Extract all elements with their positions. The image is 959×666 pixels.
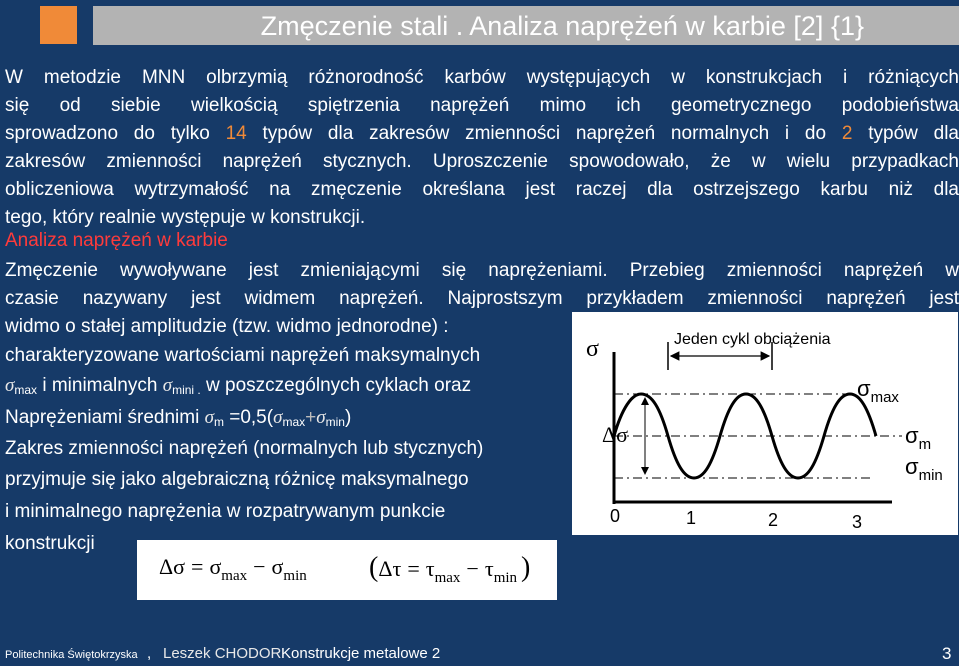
intro-text: sprowadzono do tylko [5,123,226,144]
sigma-symbol: σ [5,375,15,396]
intro-text: typów dla zakresów zmienności naprężeń normalnych i do [246,123,842,144]
body-line-1: Zmęczenie wywoływane jest zmieniającymi się naprężeniami. Przebieg zmienności naprężeń w [5,260,959,281]
equals-symbol: = [191,554,204,579]
body-line-9: i minimalnego naprężenia w rozpatrywanym punkcie [5,501,446,522]
tick-label-2: 2 [768,510,779,530]
delta-sigma-label: Δσ [602,422,629,447]
minus-symbol: − [466,556,479,581]
subscript-m: m [213,415,224,429]
sigma-symbol: σ [857,376,871,401]
intro-text: typów dla [852,123,959,144]
body-text: w poszczególnych cyklach oraz [200,375,472,396]
body-line-6 [5,404,351,436]
title-accent-square [40,6,77,44]
highlight-number-14: 14 [225,123,247,144]
open-paren: ( [369,552,379,583]
close-paren: ) [521,552,531,583]
sigma-symbol: σ [271,554,284,579]
sigma-min-subscript: min [918,467,943,484]
tau-symbol: τ [484,556,494,581]
y-axis-sigma-label: σ [586,336,599,362]
normal-stress-range-formula [159,554,307,584]
sigma-m-subscript: m [918,436,932,453]
body-line-3: widmo o stałej amplitudzie (tzw. widmo jednorodne) : [5,316,449,337]
body-text: ) [344,407,352,428]
body-text: Naprężeniami średnimi [5,407,205,428]
intro-line-3 [5,123,959,144]
equals-symbol: = [407,556,420,581]
footer-course: Konstrukcje metalowe 2 [281,645,441,662]
tick-label-0: 0 [610,506,621,526]
body-line-8: przyjmuje się jako algebraiczną różnicę maksymalnego [5,469,469,490]
intro-line-6: tego, który realnie występuje w konstrukcji. [5,207,366,228]
tick-label-1: 1 [686,508,697,528]
sigma-symbol: σ [204,407,214,428]
intro-line-1: W metodzie MNN olbrzymią różnorodność karbów występujących w konstrukcjach i różniących [5,67,959,88]
body-text: i minimalnych [37,375,163,396]
section-heading: Analiza naprężeń w karbie [5,230,228,251]
tau-symbol: τ [425,556,435,581]
sigma-max-subscript: max [870,389,899,406]
tick-label-3: 3 [852,512,863,532]
subscript-min: min [325,415,345,429]
delta-sigma-symbol: Δσ [159,554,186,579]
delta-tau-symbol: Δτ [378,556,402,581]
shear-stress-range-formula [369,552,530,586]
sigma-symbol: σ [316,407,326,428]
subscript-max: max [282,415,306,429]
body-line-5 [5,372,471,404]
sigma-min-label [905,454,943,484]
sigma-symbol: σ [905,454,919,479]
stress-cycle-figure [572,312,958,535]
intro-line-2: się od siebie wielkością spiętrzenia naprężeń mimo ich geometrycznego podobieństwa [5,95,959,116]
intro-paragraph [5,64,959,232]
minus-symbol: − [253,554,266,579]
highlight-number-2: 2 [841,123,853,144]
stress-cycle-diagram [572,312,958,535]
footer-institution: Politechnika Świętokrzyska [5,649,138,661]
sigma-symbol: σ [162,375,173,396]
subscript-mini: mini . [172,383,201,397]
subscript-max: max [221,568,248,584]
sigma-symbol: σ [209,554,222,579]
cycle-label: Jeden cykl obciążenia [674,331,831,348]
body-line-10: konstrukcji [5,533,95,554]
range-formula [137,540,557,600]
sigma-symbol: σ [273,407,283,428]
plus-symbol: + [305,407,317,428]
subscript-max: max [434,570,461,586]
subscript-min: min [283,568,307,584]
body-line-2: czasie nazywany jest widmem naprężeń. Najprostszym przykładem zmienności naprężeń jest [5,288,959,309]
body-line-7: Zakres zmienności naprężeń (normalnych lub stycznych) [5,438,484,459]
sigma-symbol: σ [905,423,919,448]
body-line-4: charakteryzowane wartościami naprężeń maksymalnych [5,345,481,366]
footer-author: Leszek CHODOR [163,645,282,662]
sigma-m-label [905,423,931,453]
intro-line-4: zakresów zmienności naprężeń stycznych. Uproszczenie spowodowało, że w wielu przypadkach [5,151,959,172]
subscript-max: max [14,383,38,397]
body-text: =0,5( [223,407,274,428]
page-number: 3 [942,644,952,663]
intro-line-5: obliczeniowa wytrzymałość na zmęczenie określana jest raczej dla ostrzejszego karbu niż dla [5,179,959,200]
range-formula-box [137,540,557,600]
slide-title: Zmęczenie stali . Analiza naprężeń w karbie [2] {1} [93,6,959,45]
footer-separator: , [147,645,152,662]
subscript-min: min [493,570,518,586]
